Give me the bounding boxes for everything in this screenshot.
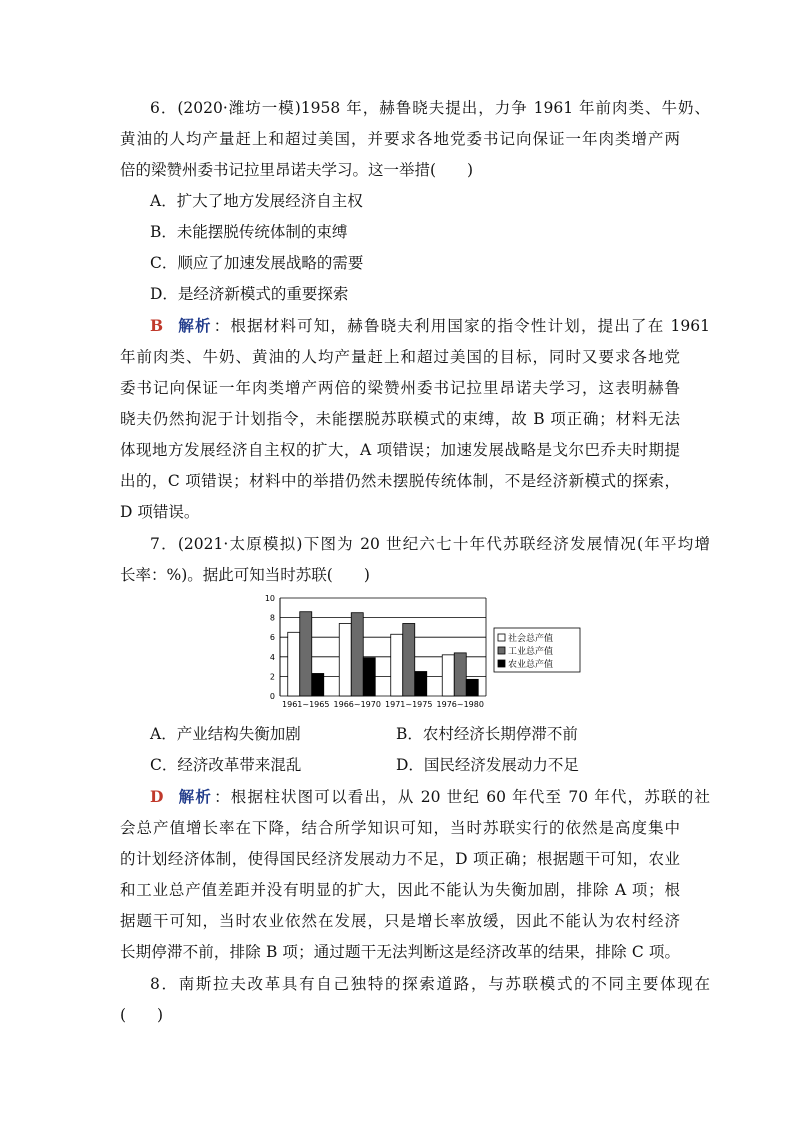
q6-analysis-line-1 [150,315,710,337]
q8-stem-line-1: 8．南斯拉夫改革具有自己独特的探索道路，与苏联模式的不同主要体现在 [150,975,710,993]
q6-option-a: A．扩大了地方发展经济自主权 [150,192,363,210]
q6-stem-line-3: 倍的梁赞州委书记拉里昂诺夫学习。这一举措( ) [120,161,474,179]
q7-option-d: D．国民经济发展动力不足 [396,756,579,774]
q7-analysis-text: ：根据柱状图可以看出，从 20 世纪 60 年代至 70 年代，苏联的社 [214,788,710,806]
bar-1-3 [454,653,466,696]
legend-label-2: 农业总产值 [508,660,554,670]
x-tick-label-3: 1976~1980 [436,700,484,709]
q6-answer-letter: B [150,316,164,335]
x-tick-label-2: 1971~1975 [385,700,433,709]
legend-swatch-2 [498,660,505,667]
q6-stem-line-2: 黄油的人均产量赶上和超过美国，并要求各地党委书记向保证一年肉类增产两 [120,130,680,148]
q8-stem-line-2: ( ) [120,1006,164,1024]
q6-analysis-line-4: 晓夫仍然拘泥于计划指令，未能摆脱苏联模式的束缚，故 B 项正确；材料无法 [120,410,680,428]
bar-0-2 [391,634,403,696]
legend-swatch-1 [498,647,505,654]
q6-analysis-label: 解析 [177,316,212,335]
bar-2-3 [466,679,478,696]
legend-swatch-0 [498,634,505,641]
x-tick-label-0: 1961~1965 [282,700,330,709]
y-tick-label-3: 6 [269,633,275,643]
bar-2-2 [415,672,427,697]
q6-analysis-line-3: 委书记向保证一年肉类增产两倍的梁赞州委书记拉里昂诺夫学习，这表明赫鲁 [120,379,680,397]
bar-0-3 [442,655,454,696]
q7-analysis-line-5: 据题干可知，当时农业依然在发展，只是增长率放缓，因此不能认为农村经济 [120,912,680,930]
bar-1-2 [403,623,415,696]
q7-analysis-line-1 [150,786,710,808]
y-tick-label-5: 10 [264,594,275,603]
q6-stem-line-1: 6．(2020·潍坊一模)1958 年，赫鲁晓夫提出，力争 1961 年前肉类、牛奶、 [150,99,710,117]
y-tick-label-4: 8 [269,613,275,623]
q6-option-d: D．是经济新模式的重要探索 [150,285,349,303]
q7-stem-line-1: 7．(2021·太原模拟)下图为 20 世纪六七十年代苏联经济发展情况(年平均增 [150,535,710,553]
bar-0-0 [288,632,300,696]
bar-1-1 [351,613,363,696]
bar-0-1 [339,623,351,696]
q7-analysis-line-2: 会总产值增长率在下降，结合所学知识可知，当时苏联实行的依然是高度集中 [120,819,680,837]
q6-analysis-line-2: 年前肉类、牛奶、黄油的人均产量赶上和超过美国的目标，同时又要求各地党 [120,348,680,366]
q7-analysis-line-6: 长期停滞不前，排除 B 项；通过题干无法判断这是经济改革的结果，排除 C 项。 [120,943,680,961]
q7-analysis-label: 解析 [177,787,213,806]
legend-label-0: 社会总产值 [508,634,554,644]
y-tick-label-1: 2 [269,672,275,682]
q7-answer-letter: D [150,787,164,806]
q6-option-c: C．顺应了加速发展战略的需要 [150,254,364,272]
legend-label-1: 工业总产值 [508,647,554,657]
bar-1-0 [300,612,312,696]
q6-analysis-line-5: 体现地方发展经济自主权的扩大，A 项错误；加速发展战略是戈尔巴乔夫时期提 [120,441,680,459]
q6-analysis-line-7: D 项错误。 [120,503,200,521]
q6-option-b: B．未能摆脱传统体制的束缚 [150,223,348,241]
q7-stem-line-2: 长率：%)。据此可知当时苏联( ) [120,566,370,584]
bar-2-1 [363,658,375,696]
y-tick-label-2: 4 [269,652,275,662]
q7-option-c: C．经济改革带来混乱 [150,756,302,774]
q6-analysis-text: ：根据材料可知，赫鲁晓夫利用国家的指令性计划，提出了在 1961 [213,317,710,335]
x-tick-label-1: 1966~1970 [333,700,381,709]
soviet-growth-bar-chart [262,592,592,712]
q7-option-b: B．农村经济长期停滞不前 [396,725,578,743]
bar-2-0 [312,673,324,696]
q6-analysis-line-6: 出的，C 项错误；材料中的举措仍然未摆脱传统体制，不是经济新模式的探索， [120,472,680,490]
y-tick-label-0: 0 [269,692,275,701]
q7-analysis-line-3: 的计划经济体制，使得国民经济发展动力不足，D 项正确；根据题干可知，农业 [120,850,680,868]
q7-option-a: A．产业结构失衡加剧 [150,725,301,743]
q7-analysis-line-4: 和工业总产值差距并没有明显的扩大，因此不能认为失衡加剧，排除 A 项；根 [120,881,680,899]
